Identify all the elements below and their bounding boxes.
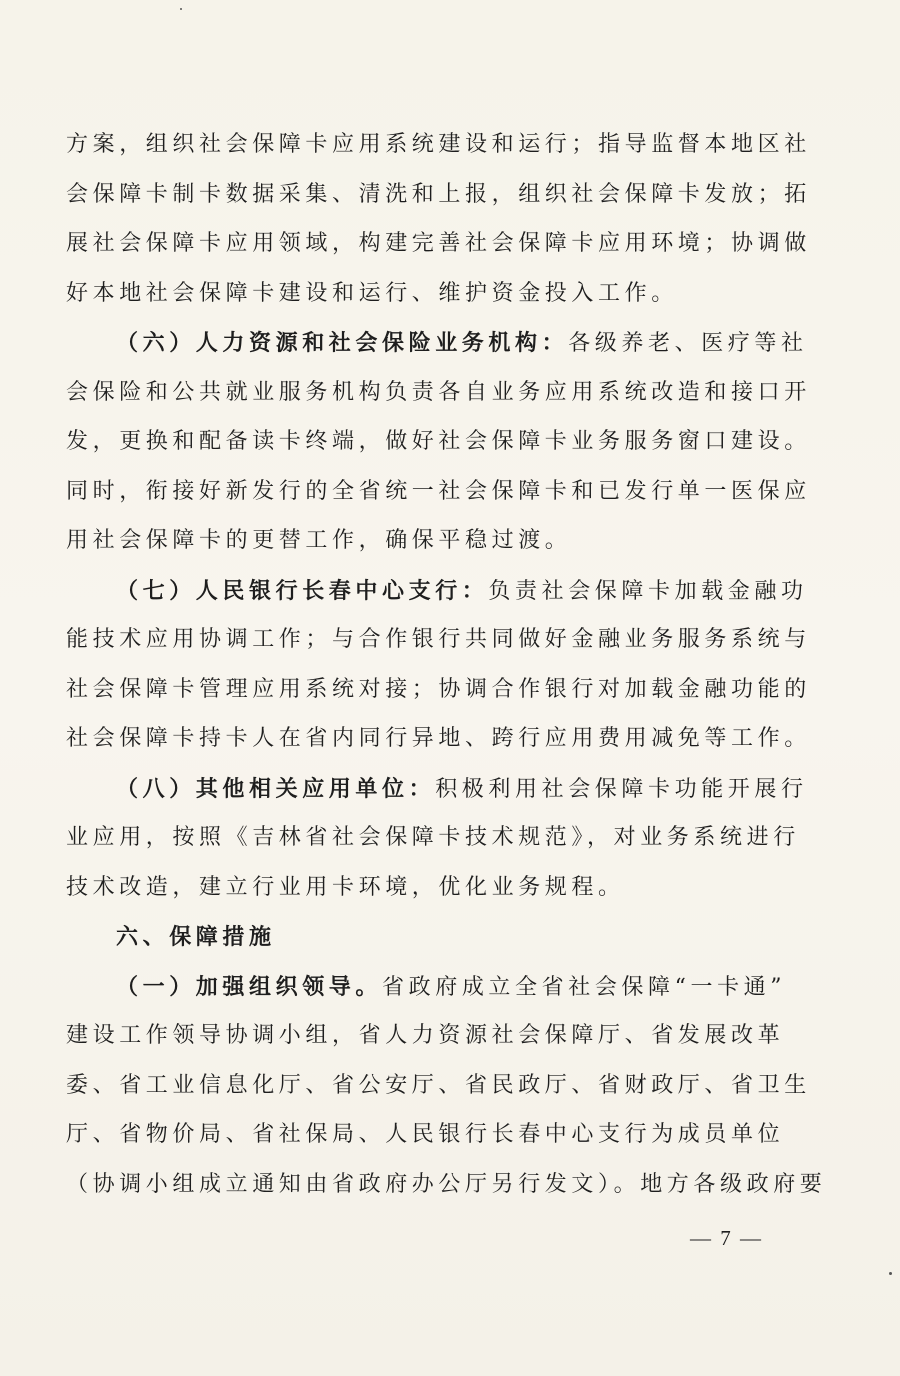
scan-speck xyxy=(889,1272,892,1275)
line-text: 能技术应用协调工作；与合作银行共同做好金融业务服务系统与 xyxy=(66,627,811,652)
line-text: 方案，组织社会保障卡应用系统建设和运行；指导监督本地区社 xyxy=(66,132,811,157)
section-heading: （一）加强组织领导。 xyxy=(116,973,383,1000)
line-text: 社会保障卡持卡人在省内同行异地、跨行应用费用减免等工作。 xyxy=(66,726,811,751)
line-text: 会保障卡制卡数据采集、清洗和上报，组织社会保障卡发放；拓 xyxy=(66,181,811,207)
chapter-heading: 六、保障措施 xyxy=(116,924,276,950)
line-text: 展社会保障卡应用领域，构建完善社会保障卡应用环境；协调做 xyxy=(66,231,811,256)
body-line-21 xyxy=(66,1115,806,1165)
body-line-6 xyxy=(66,373,811,423)
scan-speck xyxy=(180,8,182,10)
body-line-15 xyxy=(66,818,806,868)
line-text: 技术改造，建立行业用卡环境，优化业务规程。 xyxy=(66,874,625,900)
page-number: — 7 — xyxy=(690,1226,763,1250)
body-line-7 xyxy=(66,422,811,472)
line-text: 委、省工业信息化厅、省公安厅、省民政厅、省财政厅、省卫生 xyxy=(66,1072,811,1098)
line-text: 会保险和公共就业服务机构负责各自业务应用系统改造和接口开 xyxy=(66,379,811,405)
line-text: 业应用，按照《吉林省社会保障卡技术规范》，对业务系统进行 xyxy=(66,825,800,850)
section-heading: （八）其他相关应用单位： xyxy=(116,775,436,802)
body-line-17 xyxy=(66,917,806,967)
line-text: 省政府成立全省社会保障“一卡通” xyxy=(382,974,787,1000)
section-heading: （七）人民银行长春中心支行： xyxy=(116,577,489,604)
line-text: 用社会保障卡的更替工作，确保平稳过渡。 xyxy=(66,528,572,553)
body-line-5 xyxy=(66,323,806,373)
document-body xyxy=(66,125,827,1214)
body-line-3 xyxy=(66,224,811,274)
line-text: 发，更换和配备读卡终端，做好社会保障卡业务服务窗口建设。 xyxy=(66,429,811,454)
body-line-16 xyxy=(66,868,806,918)
body-line-13 xyxy=(66,719,811,769)
body-line-8 xyxy=(66,472,811,522)
line-text: 同时，衔接好新发行的全省统一社会保障卡和已发行单一医保应 xyxy=(66,478,811,504)
body-line-12 xyxy=(66,670,811,720)
line-text: 厅、省物价局、省社保局、人民银行长春中心支行为成员单位 xyxy=(66,1122,785,1147)
body-line-10 xyxy=(66,571,806,621)
body-line-4 xyxy=(66,274,806,324)
line-text: 建设工作领导协调小组，省人力资源社会保障厅、省发展改革 xyxy=(66,1023,785,1048)
line-text: 负责社会保障卡加载金融功 xyxy=(488,578,808,604)
section-heading: （六）人力资源和社会保险业务机构： xyxy=(116,330,569,356)
body-line-11 xyxy=(66,620,811,670)
line-text: （协调小组成立通知由省政府办公厅另行发文）。地方各级政府要 xyxy=(66,1171,827,1197)
body-line-19 xyxy=(66,1016,806,1066)
line-text: 社会保障卡管理应用系统对接；协调合作银行对加载金融功能的 xyxy=(66,676,811,702)
body-line-9 xyxy=(66,521,806,571)
line-text: 各级养老、医疗等社 xyxy=(568,331,808,356)
body-line-22 xyxy=(66,1165,827,1215)
body-line-18 xyxy=(66,967,806,1017)
body-line-2 xyxy=(66,175,811,225)
line-text: 好本地社会保障卡建设和运行、维护资金投入工作。 xyxy=(66,280,678,306)
body-line-20 xyxy=(66,1066,811,1116)
body-line-1 xyxy=(66,125,811,175)
body-line-14 xyxy=(66,769,806,819)
line-text: 积极利用社会保障卡功能开展行 xyxy=(435,776,808,802)
